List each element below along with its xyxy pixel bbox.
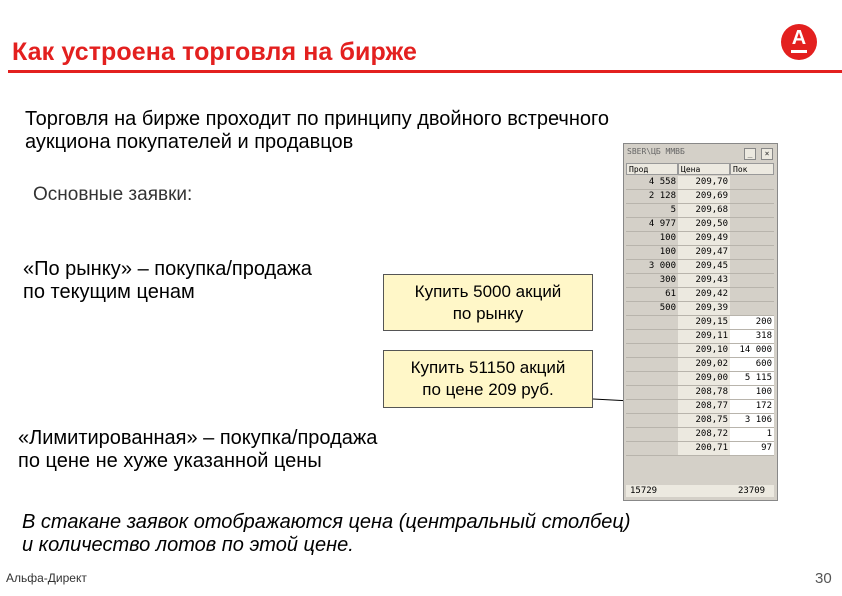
bid-row[interactable] — [626, 344, 774, 358]
cell-price: 209,39 — [678, 302, 730, 315]
bid-row[interactable] — [626, 414, 774, 428]
ask-row[interactable] — [626, 274, 774, 288]
cell-buy: 600 — [730, 358, 774, 371]
cell-price: 209,10 — [678, 344, 730, 357]
cell-buy — [730, 302, 774, 315]
brand-name: Альфа-Директ — [6, 571, 87, 585]
cell-buy: 3 106 — [730, 414, 774, 427]
cell-sell — [626, 414, 678, 427]
logo-letter: А — [791, 27, 807, 49]
cell-buy — [730, 260, 774, 273]
cell-sell: 5 — [626, 204, 678, 217]
cell-sell — [626, 400, 678, 413]
cell-buy: 100 — [730, 386, 774, 399]
close-icon[interactable]: × — [761, 148, 773, 160]
col-buy[interactable]: Пок — [730, 163, 774, 175]
cell-buy — [730, 204, 774, 217]
cell-buy: 14 000 — [730, 344, 774, 357]
cell-sell — [626, 442, 678, 455]
ask-row[interactable] — [626, 246, 774, 260]
limit-order-text: «Лимитированная» – покупка/продажа по цене не хуже указанной цены — [18, 427, 378, 472]
cell-buy — [730, 288, 774, 301]
ask-row[interactable] — [626, 288, 774, 302]
ask-row[interactable] — [626, 302, 774, 316]
cell-buy: 1 — [730, 428, 774, 441]
ask-row[interactable] — [626, 190, 774, 204]
cell-sell — [626, 386, 678, 399]
cell-price: 209,69 — [678, 190, 730, 203]
bid-row[interactable] — [626, 400, 774, 414]
cell-sell: 4 977 — [626, 218, 678, 231]
bid-row[interactable] — [626, 372, 774, 386]
page-number: 30 — [815, 570, 832, 587]
cell-price: 209,50 — [678, 218, 730, 231]
cell-buy — [730, 274, 774, 287]
cell-sell: 100 — [626, 232, 678, 245]
order-book-title: SBER\ЦБ ММВБ — [627, 147, 685, 156]
limit-order-callout: Купить 51150 акций по цене 209 руб. — [383, 350, 593, 408]
cell-sell: 300 — [626, 274, 678, 287]
cell-sell: 2 128 — [626, 190, 678, 203]
cell-price: 209,49 — [678, 232, 730, 245]
bid-row[interactable] — [626, 442, 774, 456]
bid-row[interactable] — [626, 386, 774, 400]
bid-row[interactable] — [626, 316, 774, 330]
cell-sell — [626, 316, 678, 329]
cell-price: 209,11 — [678, 330, 730, 343]
bid-row[interactable] — [626, 330, 774, 344]
cell-buy — [730, 232, 774, 245]
order-book-rows — [626, 176, 774, 456]
market-order-text: «По рынку» – покупка/продажа по текущим ценам — [23, 258, 312, 303]
cell-price: 208,72 — [678, 428, 730, 441]
cell-price: 209,42 — [678, 288, 730, 301]
cell-price: 209,43 — [678, 274, 730, 287]
cell-sell — [626, 372, 678, 385]
alfa-logo-icon — [781, 24, 817, 60]
cell-price: 209,02 — [678, 358, 730, 371]
order-book-window — [623, 143, 778, 501]
cell-price: 200,71 — [678, 442, 730, 455]
ask-row[interactable] — [626, 176, 774, 190]
slide-title: Как устроена торговля на бирже — [12, 38, 418, 66]
cell-price: 208,77 — [678, 400, 730, 413]
cell-buy — [730, 218, 774, 231]
cell-buy — [730, 176, 774, 189]
cell-price: 209,47 — [678, 246, 730, 259]
cell-buy — [730, 246, 774, 259]
cell-price: 208,78 — [678, 386, 730, 399]
minimize-icon[interactable]: _ — [744, 148, 756, 160]
order-book-header — [626, 163, 774, 175]
bid-row[interactable] — [626, 358, 774, 372]
total-sell: 15729 — [630, 486, 658, 496]
col-sell[interactable]: Прод — [626, 163, 678, 175]
cell-sell: 100 — [626, 246, 678, 259]
ask-row[interactable] — [626, 260, 774, 274]
cell-buy: 172 — [730, 400, 774, 413]
cell-sell — [626, 428, 678, 441]
cell-sell — [626, 330, 678, 343]
cell-sell — [626, 358, 678, 371]
orders-subtitle: Основные заявки: — [33, 184, 193, 205]
cell-sell — [626, 344, 678, 357]
cell-price: 209,68 — [678, 204, 730, 217]
intro-text: Торговля на бирже проходит по принципу двойного встречного аукциона покупателей и продавцов — [25, 108, 609, 153]
cell-sell: 500 — [626, 302, 678, 315]
ask-row[interactable] — [626, 218, 774, 232]
cell-buy: 200 — [730, 316, 774, 329]
total-buy: 23709 — [738, 486, 766, 496]
cell-sell: 4 558 — [626, 176, 678, 189]
cell-buy — [730, 190, 774, 203]
cell-buy: 5 115 — [730, 372, 774, 385]
col-price[interactable]: Цена — [678, 163, 730, 175]
cell-price: 208,75 — [678, 414, 730, 427]
cell-sell: 3 000 — [626, 260, 678, 273]
cell-buy: 97 — [730, 442, 774, 455]
cell-price: 209,00 — [678, 372, 730, 385]
bid-row[interactable] — [626, 428, 774, 442]
ask-row[interactable] — [626, 204, 774, 218]
cell-price: 209,45 — [678, 260, 730, 273]
ask-row[interactable] — [626, 232, 774, 246]
order-book-totals — [626, 485, 774, 497]
title-divider — [8, 70, 842, 73]
footer-note: В стакане заявок отображаются цена (центральный столбец) и количество лотов по этой цене. — [22, 511, 631, 556]
market-order-callout: Купить 5000 акций по рынку — [383, 274, 593, 331]
cell-price: 209,70 — [678, 176, 730, 189]
cell-price: 209,15 — [678, 316, 730, 329]
cell-sell: 61 — [626, 288, 678, 301]
cell-buy: 318 — [730, 330, 774, 343]
